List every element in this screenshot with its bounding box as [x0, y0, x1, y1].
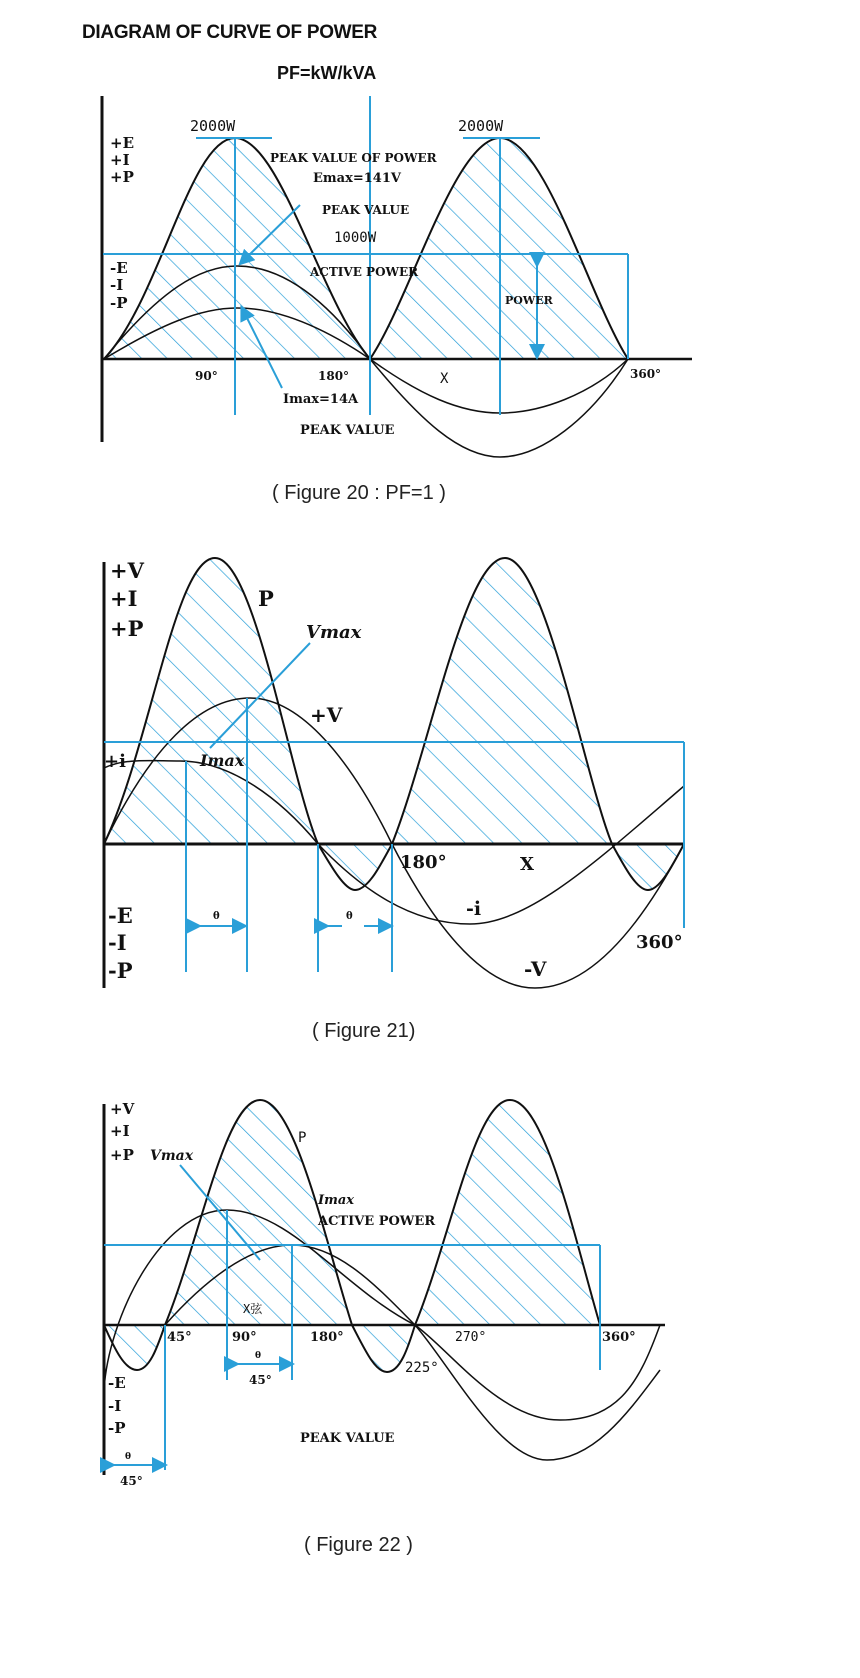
- fig21-pos-label-v: +V: [110, 558, 144, 583]
- fig20-peak-right: 2000W: [458, 117, 504, 135]
- fig20-neg-label-e: -E: [110, 259, 128, 277]
- fig22-pos-label-v: +V: [110, 1100, 135, 1118]
- fig21-deg360: 360°: [636, 932, 683, 953]
- fig22-deg360: 360°: [602, 1330, 636, 1345]
- fig20-deg360: 360°: [630, 367, 662, 381]
- figure-20: [0, 90, 860, 510]
- fig21-power-dip-1: [318, 844, 392, 890]
- fig22-vmax-label: Vmax: [150, 1148, 194, 1164]
- fig22-pos-label-p: +P: [110, 1146, 134, 1164]
- fig20-neg-label-p: -P: [110, 294, 128, 312]
- fig20-pos-label-i: +I: [110, 151, 130, 169]
- figure-20-caption: ( Figure 20 : PF=1 ): [272, 482, 446, 504]
- fig20-deg180: 180°: [318, 369, 350, 383]
- fig22-deg45: 45°: [167, 1330, 192, 1345]
- fig21-neg-label-p: -P: [108, 958, 133, 983]
- fig22-pos-label-i: +I: [110, 1122, 130, 1140]
- fig22-active-power-label: ACTIVE POWER: [318, 1214, 436, 1229]
- fig22-theta-bottom: θ: [125, 1452, 132, 1462]
- figure-22: [0, 1090, 860, 1510]
- fig20-bottom-peak-label: PEAK VALUE: [300, 423, 395, 438]
- fig20-1000w-label: 1000W: [334, 230, 377, 246]
- figure-21: [0, 548, 860, 1008]
- fig21-minus-v-label: -V: [524, 957, 547, 981]
- fig21-plus-i-label: +i: [104, 751, 126, 772]
- fig21-theta-1: θ: [213, 911, 220, 922]
- fig22-imax-label: Imax: [318, 1193, 355, 1208]
- fig20-pos-label-p: +P: [110, 168, 134, 186]
- fig22-neg-label-p: -P: [108, 1419, 126, 1437]
- fig21-minus-i-label: -i: [466, 898, 482, 920]
- fig22-deg270: 270°: [455, 1330, 487, 1345]
- fig22-power-hump-1: [165, 1100, 355, 1325]
- fig21-theta-2: θ: [346, 911, 353, 922]
- fig22-deg90: 90°: [232, 1330, 257, 1345]
- fig22-deg225: 225°: [405, 1360, 439, 1376]
- fig20-active-power-label: ACTIVE POWER: [310, 265, 419, 279]
- page-title: DIAGRAM OF CURVE OF POWER: [82, 22, 378, 43]
- fig22-deg180: 180°: [310, 1330, 344, 1345]
- fig21-plus-v-label: +V: [310, 703, 343, 727]
- fig21-pos-label-p: +P: [110, 616, 144, 641]
- fig20-x-label: X: [440, 371, 449, 387]
- fig20-peak-power-label: PEAK VALUE OF POWER: [270, 151, 437, 165]
- fig22-xcos-label: X弦: [243, 1302, 263, 1316]
- fig21-imax-label: Imax: [200, 751, 245, 770]
- fig20-deg90: 90°: [195, 369, 218, 383]
- fig20-imax-label: Imax=14A: [283, 392, 359, 407]
- fig21-vmax-label: Vmax: [306, 622, 362, 643]
- figure-21-caption: ( Figure 21): [312, 1020, 416, 1042]
- fig22-power-hump-2: [415, 1100, 600, 1325]
- fig22-neg-label-e: -E: [108, 1374, 126, 1392]
- fig21-neg-label-i: -I: [108, 930, 127, 955]
- fig20-power-label: POWER: [505, 294, 553, 307]
- fig21-pos-label-i: +I: [110, 586, 138, 611]
- fig22-p-label: P: [298, 1130, 307, 1146]
- fig21-power-hump-2: [392, 558, 612, 844]
- fig21-deg180: 180°: [400, 852, 447, 873]
- fig22-peak-value-label: PEAK VALUE: [300, 1431, 395, 1446]
- fig22-theta-bottom-value: 45°: [120, 1474, 143, 1488]
- fig21-p-label: P: [258, 586, 274, 611]
- fig20-peak-value-label: PEAK VALUE: [322, 203, 410, 217]
- figure-22-caption: ( Figure 22 ): [304, 1534, 413, 1556]
- fig22-theta-mid: θ: [255, 1351, 262, 1361]
- fig20-peak-left: 2000W: [190, 117, 236, 135]
- fig21-power-dip-2: [612, 844, 684, 890]
- fig20-pos-label-e: +E: [110, 134, 135, 152]
- fig20-neg-label-i: -I: [110, 276, 124, 294]
- fig21-neg-label-e: -E: [108, 903, 133, 928]
- page-subtitle: PF=kW/kVA: [277, 63, 377, 83]
- fig20-emax-label: Emax=141V: [313, 171, 401, 186]
- fig22-theta-mid-value: 45°: [249, 1373, 272, 1387]
- fig21-x-label: X: [520, 854, 534, 875]
- fig22-neg-label-i: -I: [108, 1397, 122, 1415]
